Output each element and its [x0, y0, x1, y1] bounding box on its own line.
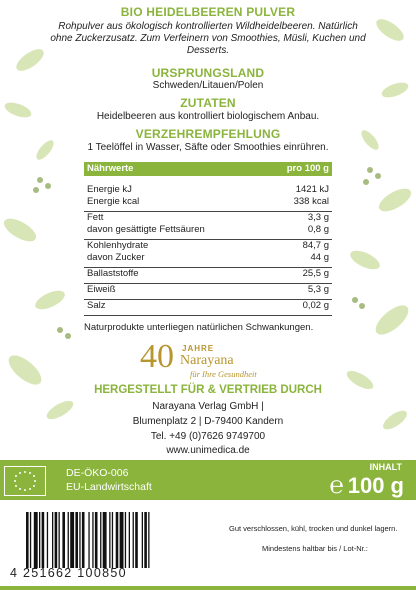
nutrition-value: 5,3 g — [307, 284, 329, 295]
nutrition-label: Energie kcal — [87, 196, 140, 207]
nutrition-row-fiber — [84, 268, 332, 280]
nutrition-row-sugar — [84, 252, 332, 264]
nutrition-label: Fett — [87, 212, 104, 223]
product-title: BIO HEIDELBEEREN PULVER — [120, 5, 296, 19]
nutrition-row-saturated-fat — [84, 224, 332, 236]
manufacturer-phone: Tel. +49 (0)7626 9749700 — [150, 431, 266, 442]
nutrition-label: Kohlenhydrate — [87, 240, 149, 251]
logo-number: 40 — [140, 338, 174, 375]
nutrition-label: davon gesättigte Fettsäuren — [87, 224, 205, 235]
nutrition-row-carbs — [84, 240, 332, 252]
origin-text: Schweden/Litauen/Polen — [152, 80, 264, 91]
nutrition-value: 44 g — [310, 252, 329, 263]
narayana-logo — [140, 338, 290, 382]
logo-tagline: für Ihre Gesundheit — [190, 369, 257, 379]
nutrition-label: Energie kJ — [87, 184, 132, 195]
nutrition-row-protein — [84, 284, 332, 296]
nutrition-value: 0,8 g — [307, 224, 329, 235]
barcode — [26, 512, 194, 568]
eu-control-code: DE-ÖKO-006 — [66, 467, 129, 479]
nutrition-row-energy-kj — [84, 184, 332, 196]
eu-agriculture-text: EU-Landwirtschaft — [66, 481, 152, 493]
bottom-stripe — [0, 586, 416, 590]
eu-organic-leaf-icon — [4, 466, 46, 496]
logo-jahre: JAHRE — [182, 344, 215, 353]
nutrition-value: 84,7 g — [302, 240, 329, 251]
ingredients-heading: ZUTATEN — [180, 96, 236, 110]
nutrition-label: Eiweiß — [87, 284, 116, 295]
info-band — [0, 460, 416, 500]
usage-heading: VERZEHREMPFEHLUNG — [135, 127, 281, 141]
nutrition-value: 3,3 g — [307, 212, 329, 223]
nutrition-value: 1421 kJ — [295, 184, 329, 195]
net-weight — [329, 472, 404, 500]
nutrition-row-fat — [84, 212, 332, 224]
nutrition-header-value: pro 100 g — [286, 163, 329, 174]
weight-value: 100 g — [347, 473, 404, 498]
natural-variation-note: Naturprodukte unterliegen natürlichen Schwankungen. — [84, 322, 314, 333]
barcode-number: 4 251662 100850 — [10, 566, 127, 580]
storage-instructions: Gut verschlossen, kühl, trocken und dunkel lagern. — [229, 524, 398, 533]
manufacturer-name: Narayana Verlag GmbH | — [152, 401, 264, 412]
nutrition-row-energy-kcal — [84, 196, 332, 208]
nutrition-value: 0,02 g — [302, 300, 329, 311]
ingredients-text: Heidelbeeren aus kontrolliert biologischem Anbau. — [96, 111, 320, 122]
estimated-sign-icon: ℮ — [329, 472, 344, 499]
nutrition-header — [84, 162, 332, 176]
logo-brand: Narayana — [180, 353, 234, 368]
nutrition-value: 25,5 g — [302, 268, 329, 279]
nutrition-value: 338 kcal — [293, 196, 329, 207]
product-description: Rohpulver aus ökologisch kontrollierten Wildheidelbeeren. Natürlich ohne Zuckerzusatz. Zum Verfeinern von Smoothies, Müsli, Kuchen und Desserts. — [50, 21, 366, 56]
content-label: INHALT — [369, 462, 402, 472]
nutrition-row-salt — [84, 300, 332, 312]
manufacturer-website[interactable]: www.unimedica.de — [166, 445, 250, 456]
manufacturer-heading: HERGESTELLT FÜR & VERTRIEB DURCH — [94, 384, 322, 396]
nutrition-header-label: Nährwerte — [87, 163, 134, 174]
nutrition-label: davon Zucker — [87, 252, 145, 263]
manufacturer-address: Blumenplatz 2 | D-79400 Kandern — [132, 416, 284, 427]
nutrition-table — [84, 162, 332, 316]
best-before-label: Mindestens haltbar bis / Lot-Nr.: — [262, 544, 368, 553]
nutrition-label: Salz — [87, 300, 106, 311]
origin-heading: URSPRUNGSLAND — [151, 66, 265, 80]
usage-text: 1 Teelöffel in Wasser, Säfte oder Smoothies einrühren. — [87, 142, 329, 153]
nutrition-label: Ballaststoffe — [87, 268, 139, 279]
